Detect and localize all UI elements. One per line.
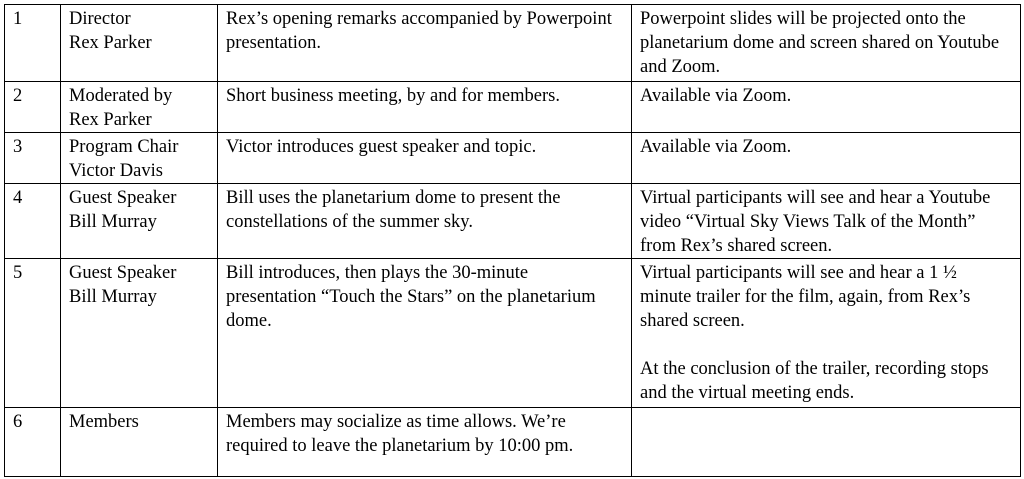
item-number-cell: 4	[5, 184, 61, 259]
presenter-cell: Director Rex Parker	[61, 5, 218, 82]
virtual-notes-paragraph: At the conclusion of the trailer, recording stops and the virtual meeting ends.	[640, 359, 989, 403]
presenter-cell: Moderated by Rex Parker	[61, 82, 218, 133]
item-number-cell: 5	[5, 259, 61, 408]
presenter-cell: Members	[61, 408, 218, 477]
activity-cell: Rex’s opening remarks accompanied by Powerpoint presentation.	[218, 5, 632, 82]
activity-cell: Members may socialize as time allows. We’re required to leave the planetarium by 10:00 pm.	[218, 408, 632, 477]
presenter-cell: Guest Speaker Bill Murray	[61, 259, 218, 408]
item-number-cell: 3	[5, 133, 61, 184]
virtual-notes-paragraph: Virtual participants will see and hear a 1 ½ minute trailer for the film, again, from Rex’s shared screen.	[640, 263, 971, 331]
item-number-cell: 6	[5, 408, 61, 477]
virtual-notes-cell	[632, 408, 1021, 477]
virtual-notes-cell: Available via Zoom.	[632, 82, 1021, 133]
virtual-notes-cell: Virtual participants will see and hear a Youtube video “Virtual Sky Views Talk of the Month” from Rex’s shared screen.	[632, 184, 1021, 259]
virtual-notes-cell: Powerpoint slides will be projected onto the planetarium dome and screen shared on Youtube and Zoom.	[632, 5, 1021, 82]
activity-cell: Bill introduces, then plays the 30-minute presentation “Touch the Stars” on the planetarium dome.	[218, 259, 632, 408]
presenter-cell: Guest Speaker Bill Murray	[61, 184, 218, 259]
item-number-cell: 2	[5, 82, 61, 133]
item-number-cell: 1	[5, 5, 61, 82]
table-row	[5, 5, 1021, 82]
activity-cell: Bill uses the planetarium dome to present the constellations of the summer sky.	[218, 184, 632, 259]
table-row	[5, 408, 1021, 477]
table-row	[5, 184, 1021, 259]
virtual-notes-cell: Available via Zoom.	[632, 133, 1021, 184]
activity-cell: Short business meeting, by and for members.	[218, 82, 632, 133]
table-row	[5, 82, 1021, 133]
table-row	[5, 259, 1021, 408]
table-row	[5, 133, 1021, 184]
paragraph-gap	[640, 333, 1012, 357]
agenda-table	[4, 4, 1021, 477]
virtual-notes-cell	[632, 259, 1021, 408]
activity-cell: Victor introduces guest speaker and topic.	[218, 133, 632, 184]
presenter-cell: Program Chair Victor Davis	[61, 133, 218, 184]
